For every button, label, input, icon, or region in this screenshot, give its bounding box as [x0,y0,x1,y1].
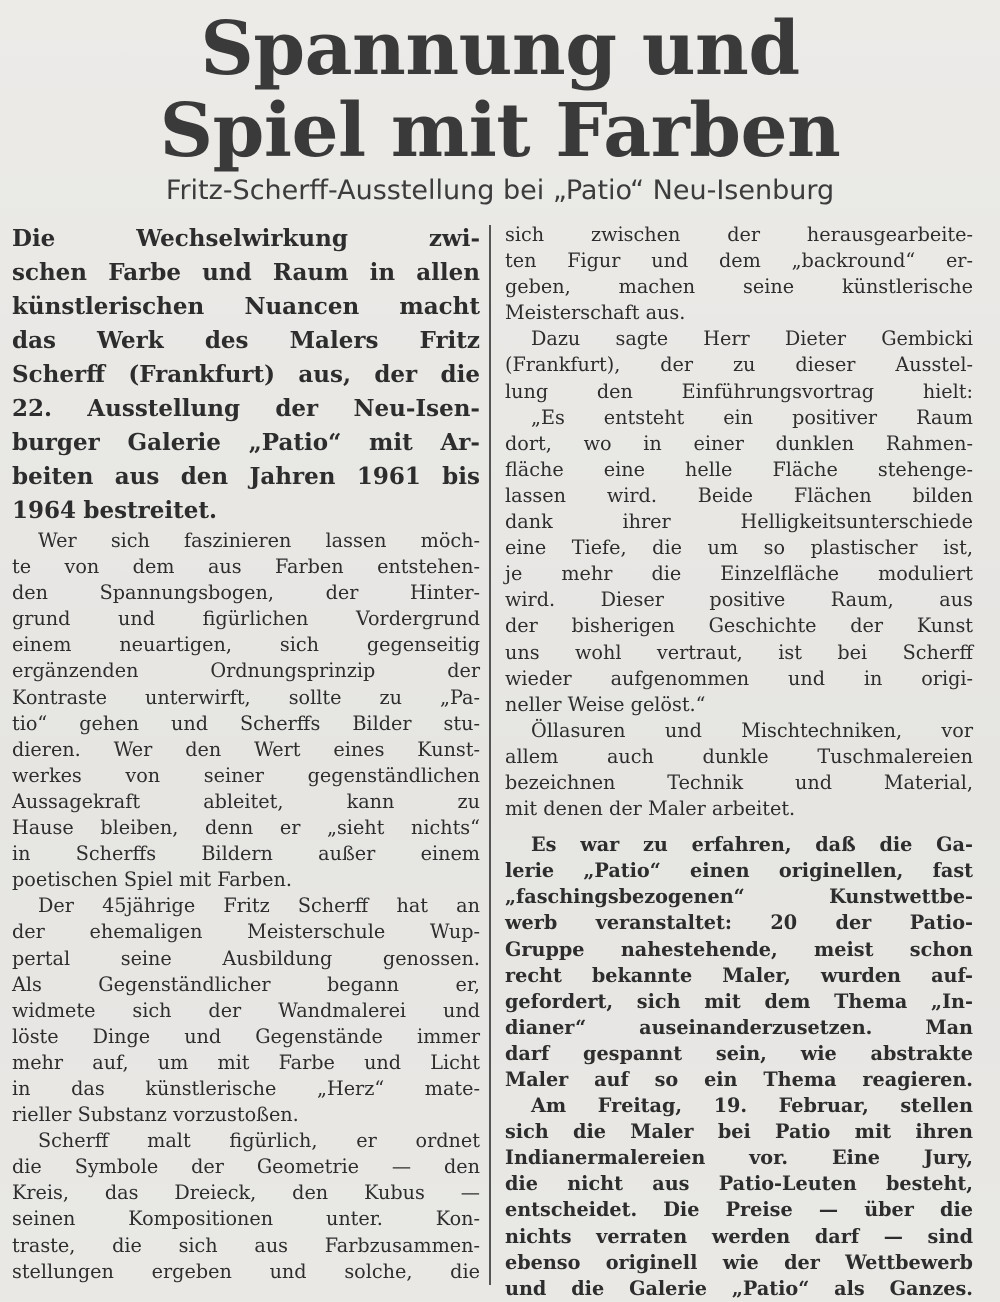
body-paragraph-5 [505,326,973,717]
bold-paragraph-2 [505,1093,973,1302]
text-line: die Symbole der Geometrie — den [12,1155,480,1179]
text-line: der ehemaligen Meisterschule Wup- [12,920,480,944]
text-line: bezeichnen Technik und Material, [505,770,973,794]
text-line: dank ihrer Helligkeitsunterschiede [505,510,973,534]
text-line: ergänzenden Ordnungsprinzip der [12,659,480,683]
text-line: dianer“ auseinanderzusetzen. Man [505,1015,973,1039]
text-line: 1964 bestreitet. [12,497,218,524]
text-line: Der 45jährige Fritz Scherff hat an [38,894,480,918]
text-line: löste Dinge und Gegenstände immer [12,1024,480,1048]
headline-line-1: Spannung und [200,6,800,92]
text-line: Kreis, das Dreieck, den Kubus — [12,1181,480,1205]
text-line: je mehr die Einzelfläche moduliert [505,562,973,586]
text-line: neller Weise gelöst.“ [505,692,706,716]
text-line: recht bekannte Maler, wurden auf- [505,963,973,987]
column-divider [489,225,491,1285]
text-line: wird. Dieser positive Raum, aus [505,588,973,612]
lead-paragraph [12,222,480,528]
text-line: mehr auf, um mit Farbe und Licht [12,1050,480,1074]
text-line: werb veranstaltet: 20 der Patio- [505,911,973,935]
text-line: Scherff (Frankfurt) aus, der die [12,361,480,388]
body-paragraph-3 [12,1128,480,1285]
text-line: Es war zu erfahren, daß die Ga- [531,833,973,857]
text-line: lerie „Patio“ einen originellen, fast [505,859,973,883]
text-line: dieren. Wer den Wert eines Kunst- [12,737,480,761]
text-line: geben, machen seine künstlerische [505,275,973,299]
text-line: fläche eine helle Fläche stehenge- [505,457,973,481]
body-paragraph-6 [505,718,973,822]
text-line: gefordert, sich mit dem Thema „In- [505,989,973,1013]
text-line: in das künstlerische „Herz“ mate- [12,1076,480,1100]
text-line: traste, die sich aus Farbzusammen- [12,1233,480,1257]
text-line: Am Freitag, 19. Februar, stellen [531,1094,973,1118]
body-paragraph-1 [12,528,480,893]
text-line: stellungen ergeben und solche, die [12,1259,480,1283]
text-line: Kontraste unterwirft, sollte zu „Pa- [12,685,480,709]
text-line: Dazu sagte Herr Dieter Gembicki [531,327,973,351]
text-line: Hause bleiben, denn er „sieht nichts“ [12,816,480,840]
text-line: Wer sich faszinieren lassen möch- [38,529,480,552]
text-line: allem auch dunkle Tuschmalereien [505,744,973,768]
text-line: Meisterschaft aus. [505,301,686,325]
text-line: widmete sich der Wandmalerei und [12,998,480,1022]
text-line: ebenso originell wie der Wettbewerb [505,1250,973,1274]
text-line: die nicht aus Patio-Leuten besteht, [505,1172,973,1196]
text-line: Als Gegenständlicher begann er, [12,972,480,996]
text-line: uns wohl vertraut, ist bei Scherff [505,640,973,664]
text-line: ten Figur und dem „backround“ er- [505,249,973,273]
headline-line-2: Spiel mit Farben [159,88,841,174]
text-line: 22. Ausstellung der Neu-Isen- [12,395,480,422]
text-line: nichts verraten werden darf — sind [505,1224,973,1248]
text-line: den Spannungsbogen, der Hinter- [12,581,480,605]
text-line: grund und figürlichen Vordergrund [12,607,480,631]
text-line: schen Farbe und Raum in allen [12,259,480,286]
text-line: sich die Maler bei Patio mit ihren [505,1120,973,1144]
text-line: burger Galerie „Patio“ mit Ar- [12,429,480,456]
text-line: Öllasuren und Mischtechniken, vor [531,718,973,742]
column-right [505,222,973,1302]
text-line: einem neuartigen, sich gegenseitig [12,633,480,657]
text-line: dort, wo in einer dunklen Rahmen- [505,431,973,455]
text-line: beiten aus den Jahren 1961 bis [12,463,480,490]
text-line: und die Galerie „Patio“ als Ganzes. [505,1276,973,1300]
text-line: Scherff malt figürlich, er ordnet [38,1129,480,1153]
text-line: lung den Einführungsvortrag hielt: [505,379,973,403]
text-line: (Frankfurt), der zu dieser Ausstel- [505,353,973,377]
text-line: wieder aufgenommen und in origi- [505,666,973,690]
text-line: sich zwischen der herausgearbeite- [505,223,973,246]
text-line: Indianermalereien vor. Eine Jury, [505,1146,973,1170]
text-line: pertal seine Ausbildung genossen. [12,946,480,970]
body-paragraph-2 [12,893,480,1128]
text-line: seinen Kompositionen unter. Kon- [12,1207,480,1231]
bold-paragraph-1 [505,832,973,1093]
text-line: darf gespannt sein, wie abstrakte [505,1041,973,1065]
text-line: das Werk des Malers Fritz [12,327,480,354]
text-line: mit denen der Maler arbeitet. [505,797,796,821]
text-line: Gruppe nahestehende, meist schon [505,937,973,961]
headline [0,8,1000,172]
text-line: entscheidet. Die Preise — über die [505,1198,973,1222]
text-line: Maler auf so ein Thema reagieren. [505,1068,973,1091]
text-line: te von dem aus Farben entstehen- [12,555,480,579]
text-line: der bisherigen Geschichte der Kunst [505,614,973,638]
body-paragraph-4 [505,222,973,326]
text-line: tio“ gehen und Scherffs Bilder stu- [12,711,480,735]
text-line: in Scherffs Bildern außer einem [12,842,480,866]
subheadline: Fritz-Scherff-Ausstellung bei „Patio“ Neu-Isenburg [165,175,835,206]
text-line: werkes von seiner gegenständlichen [12,763,480,787]
column-left [12,222,480,1285]
text-line: Die Wechselwirkung zwi- [12,225,480,252]
text-line: „faschingsbezogenen“ Kunstwettbe- [505,885,973,909]
text-line: eine Tiefe, die um so plastischer ist, [505,536,973,560]
text-line: rieller Substanz vorzustoßen. [12,1103,299,1127]
text-line: künstlerischen Nuancen macht [12,293,480,320]
text-line: Aussagekraft ableitet, kann zu [12,789,480,813]
text-line: lassen wird. Beide Flächen bilden [505,483,973,507]
text-line: „Es entsteht ein positiver Raum [531,405,973,429]
text-line: poetischen Spiel mit Farben. [12,868,292,892]
